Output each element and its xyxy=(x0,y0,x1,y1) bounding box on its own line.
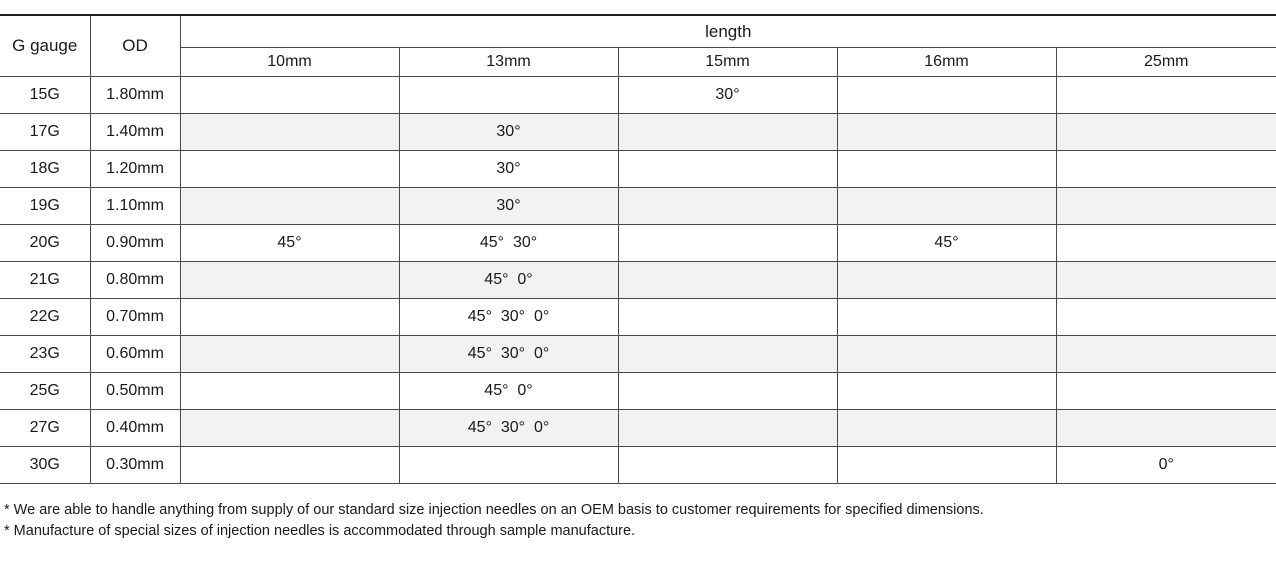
bevel-angle-cell xyxy=(618,336,837,373)
table-row xyxy=(0,373,1276,410)
gauge-cell: 23G xyxy=(0,336,90,373)
bevel-angle-cell xyxy=(1056,373,1276,410)
bevel-angle-cell xyxy=(1056,410,1276,447)
bevel-angle-cell: 45° 30° 0° xyxy=(399,410,618,447)
length-header-13mm: 13mm xyxy=(399,48,618,77)
length-header-25mm: 25mm xyxy=(1056,48,1276,77)
bevel-angle-cell xyxy=(618,262,837,299)
od-cell: 0.60mm xyxy=(90,336,180,373)
table-row xyxy=(0,188,1276,225)
bevel-angle-cell xyxy=(1056,299,1276,336)
bevel-angle-cell xyxy=(1056,151,1276,188)
table-row xyxy=(0,410,1276,447)
bevel-angle-cell: 45° 30° xyxy=(399,225,618,262)
bevel-angle-cell: 30° xyxy=(399,151,618,188)
bevel-angle-cell xyxy=(837,410,1056,447)
footnote-oem: * We are able to handle anything from supply of our standard size injection needles on an OEM basis to customer requirements for specified dimensions. xyxy=(4,502,984,518)
gauge-cell: 21G xyxy=(0,262,90,299)
gauge-cell: 20G xyxy=(0,225,90,262)
od-cell: 1.80mm xyxy=(90,77,180,114)
table-row xyxy=(0,336,1276,373)
bevel-angle-cell xyxy=(1056,262,1276,299)
gauge-cell: 18G xyxy=(0,151,90,188)
table-row xyxy=(0,299,1276,336)
bevel-angle-cell xyxy=(1056,77,1276,114)
gauge-cell: 25G xyxy=(0,373,90,410)
od-cell: 1.20mm xyxy=(90,151,180,188)
gauge-cell: 19G xyxy=(0,188,90,225)
bevel-angle-cell xyxy=(618,225,837,262)
bevel-angle-cell xyxy=(837,299,1056,336)
gauge-cell: 15G xyxy=(0,77,90,114)
bevel-angle-cell xyxy=(618,299,837,336)
bevel-angle-cell xyxy=(180,77,399,114)
od-cell: 1.10mm xyxy=(90,188,180,225)
bevel-angle-cell xyxy=(180,410,399,447)
bevel-angle-cell xyxy=(399,77,618,114)
bevel-angle-cell xyxy=(618,114,837,151)
bevel-angle-cell: 45° xyxy=(180,225,399,262)
table-row xyxy=(0,151,1276,188)
length-header-10mm: 10mm xyxy=(180,48,399,77)
bevel-angle-cell xyxy=(1056,114,1276,151)
bevel-angle-cell xyxy=(837,114,1056,151)
bevel-angle-cell xyxy=(837,262,1056,299)
bevel-angle-cell xyxy=(180,114,399,151)
bevel-angle-cell xyxy=(180,447,399,484)
bevel-angle-cell xyxy=(837,447,1056,484)
gauge-cell: 30G xyxy=(0,447,90,484)
table-body xyxy=(0,77,1276,484)
bevel-angle-cell: 45° 0° xyxy=(399,262,618,299)
bevel-angle-cell: 45° 0° xyxy=(399,373,618,410)
bevel-angle-cell xyxy=(618,151,837,188)
bevel-angle-cell: 30° xyxy=(399,188,618,225)
bevel-angle-cell xyxy=(837,77,1056,114)
bevel-angle-cell xyxy=(1056,225,1276,262)
bevel-angle-cell xyxy=(837,373,1056,410)
length-header-15mm: 15mm xyxy=(618,48,837,77)
bevel-angle-cell xyxy=(180,336,399,373)
gauge-cell: 17G xyxy=(0,114,90,151)
table-row xyxy=(0,447,1276,484)
bevel-angle-cell xyxy=(837,188,1056,225)
bevel-angle-cell xyxy=(180,151,399,188)
bevel-angle-cell: 45° xyxy=(837,225,1056,262)
od-cell: 0.50mm xyxy=(90,373,180,410)
od-cell: 0.90mm xyxy=(90,225,180,262)
bevel-angle-cell xyxy=(180,262,399,299)
bevel-angle-cell: 30° xyxy=(618,77,837,114)
bevel-angle-cell: 0° xyxy=(1056,447,1276,484)
od-column-header: OD xyxy=(90,15,180,77)
table-row xyxy=(0,77,1276,114)
bevel-angle-cell xyxy=(618,373,837,410)
table-row xyxy=(0,262,1276,299)
bevel-angle-cell: 45° 30° 0° xyxy=(399,336,618,373)
gauge-cell: 22G xyxy=(0,299,90,336)
od-cell: 0.30mm xyxy=(90,447,180,484)
od-cell: 0.70mm xyxy=(90,299,180,336)
bevel-angle-cell xyxy=(180,373,399,410)
bevel-angle-cell xyxy=(399,447,618,484)
table-row xyxy=(0,225,1276,262)
od-cell: 0.80mm xyxy=(90,262,180,299)
bevel-angle-cell xyxy=(618,188,837,225)
bevel-angle-cell xyxy=(1056,188,1276,225)
needle-spec-table xyxy=(0,14,1276,484)
bevel-angle-cell: 30° xyxy=(399,114,618,151)
table-row xyxy=(0,114,1276,151)
od-cell: 0.40mm xyxy=(90,410,180,447)
length-header-16mm: 16mm xyxy=(837,48,1056,77)
bevel-angle-cell xyxy=(618,410,837,447)
length-group-header: length xyxy=(180,15,1276,48)
footnote-special-sizes: * Manufacture of special sizes of injection needles is accommodated through sample manufacture. xyxy=(4,523,636,539)
footnotes xyxy=(4,500,984,542)
gauge-cell: 27G xyxy=(0,410,90,447)
bevel-angle-cell: 45° 30° 0° xyxy=(399,299,618,336)
bevel-angle-cell xyxy=(837,151,1056,188)
gauge-column-header: G gauge xyxy=(0,15,90,77)
bevel-angle-cell xyxy=(1056,336,1276,373)
od-cell: 1.40mm xyxy=(90,114,180,151)
bevel-angle-cell xyxy=(180,299,399,336)
bevel-angle-cell xyxy=(180,188,399,225)
bevel-angle-cell xyxy=(618,447,837,484)
bevel-angle-cell xyxy=(837,336,1056,373)
